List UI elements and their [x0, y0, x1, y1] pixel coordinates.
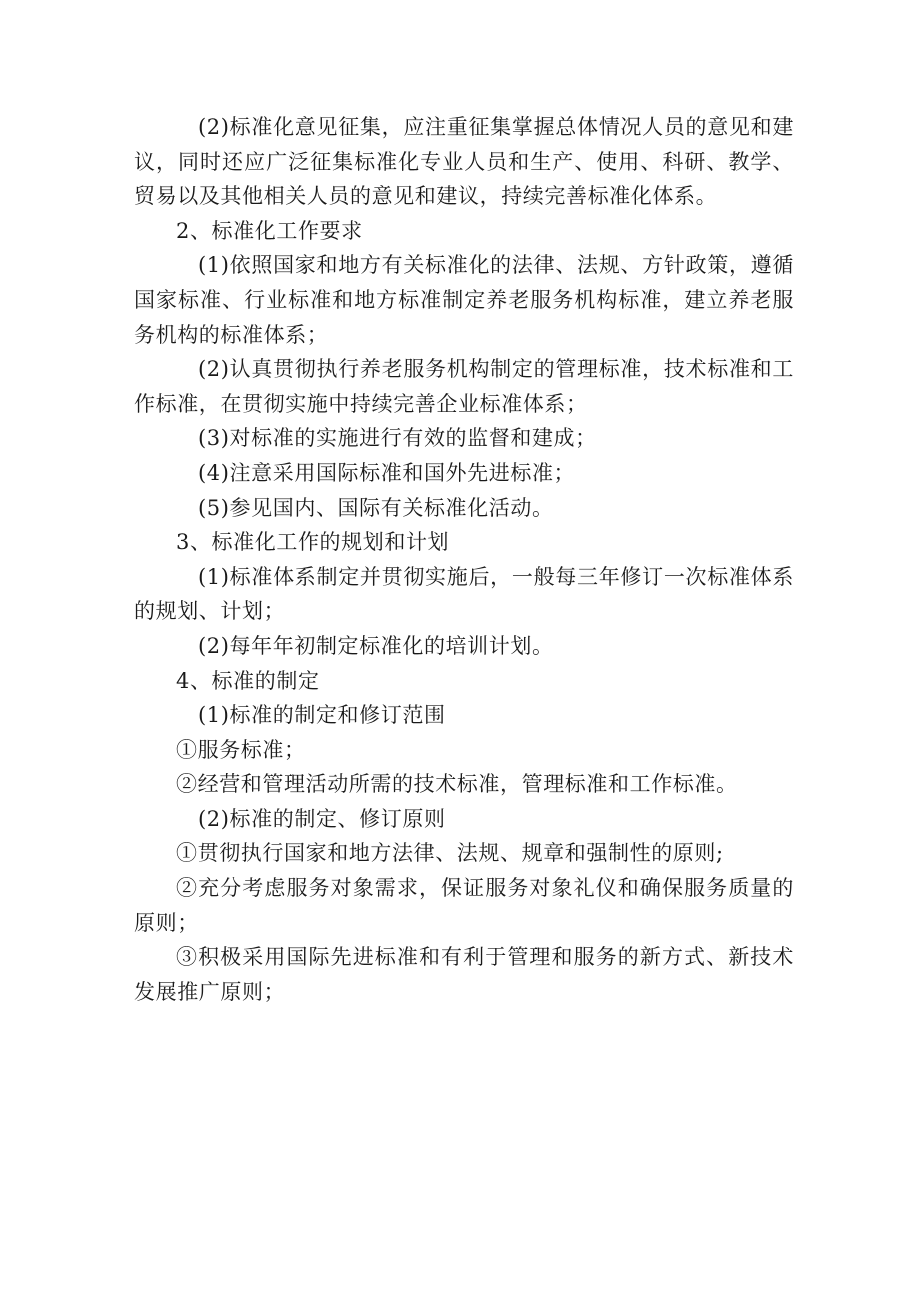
list-item: ③积极采用国际先进标准和有利于管理和服务的新方式、新技术发展推广原则； — [134, 945, 794, 1004]
paragraph: (2)认真贯彻执行养老服务机构制定的管理标准，技术标准和工作标准，在贯彻实施中持续完善企业标准体系； — [134, 357, 794, 416]
paragraph: (2)标准的制定、修订原则 — [198, 806, 446, 831]
paragraph: (1)标准的制定和修订范围 — [198, 703, 446, 728]
section-heading: 2、标准化工作要求 — [176, 218, 363, 243]
paragraph: (3)对标准的实施进行有效的监督和建成； — [198, 426, 597, 451]
section-heading: 3、标准化工作的规划和计划 — [176, 530, 450, 555]
list-item: ②经营和管理活动所需的技术标准，管理标准和工作标准。 — [176, 772, 738, 797]
paragraph: (4)注意采用国际标准和国外先进标准； — [198, 460, 576, 485]
paragraph: (1)依照国家和地方有关标准化的法律、法规、方针政策，遵循国家标准、行业标准和地方标准制定养老服务机构标准，建立养老服务机构的标准体系； — [134, 253, 794, 347]
list-item: ①贯彻执行国家和地方法律、法规、规章和强制性的原则; — [176, 841, 724, 866]
list-item: ②充分考虑服务对象需求，保证服务对象礼仪和确保服务质量的原则； — [134, 876, 794, 935]
list-item: ①服务标准； — [176, 737, 306, 762]
document-body — [134, 110, 794, 1009]
paragraph: (2)每年年初制定标准化的培训计划。 — [198, 633, 554, 658]
paragraph: (2)标准化意见征集，应注重征集掌握总体情况人员的意见和建议，同时还应广泛征集标准化专业人员和生产、使用、科研、教学、贸易以及其他相关人员的意见和建议，持续完善标准化体系。 — [134, 115, 794, 209]
paragraph: (5)参见国内、国际有关标准化活动。 — [198, 495, 554, 520]
section-heading: 4、标准的制定 — [176, 668, 320, 693]
paragraph: (1)标准体系制定并贯彻实施后，一般每三年修订一次标准体系的规划、计划； — [134, 564, 794, 624]
